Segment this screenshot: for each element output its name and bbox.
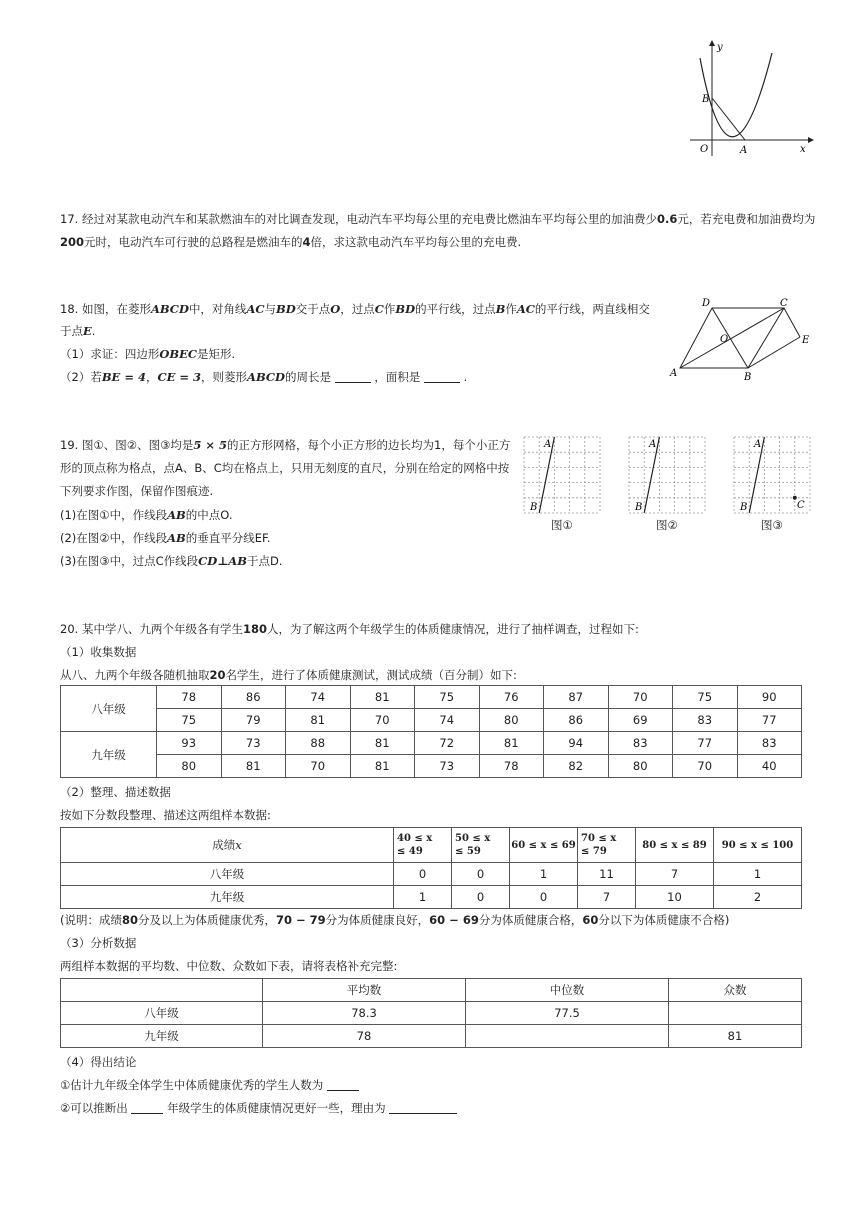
table-row [61, 863, 802, 886]
table-cell: 1 [510, 863, 578, 886]
q20-s3-label: （3）分析数据 [60, 936, 137, 950]
table-cell: 78 [157, 686, 222, 709]
label-x: x [800, 144, 806, 155]
q20-s2-text [60, 806, 271, 824]
header-40-49-b: ≤ 49 [397, 846, 423, 857]
q17-text-2: 元时，电动汽车可行驶的总路程是燃油车的 [84, 235, 303, 249]
label-o: O [700, 144, 709, 155]
grid-figure-3 [733, 436, 811, 514]
answer-blank-reason[interactable] [389, 1101, 457, 1114]
mode-grade9: 81 [669, 1025, 802, 1048]
parabola-graph [690, 38, 815, 158]
table-cell: 73 [415, 755, 480, 778]
grade9-cell: 九年级 [61, 1025, 263, 1048]
table-cell: 83 [673, 709, 738, 732]
q18-m3: BD [276, 302, 296, 316]
conclusion-2a: ②可以推断出 [60, 1101, 128, 1115]
table-cell: 2 [714, 886, 802, 909]
header-60-69: 60 ≤ x ≤ 69 [510, 828, 578, 863]
header-score-label: 成绩 [212, 838, 236, 852]
header-80-89: 80 ≤ x ≤ 89 [636, 828, 714, 863]
note-n7079: 70 − 79 [276, 913, 326, 927]
table-cell: 81 [221, 755, 286, 778]
table-cell: 10 [636, 886, 714, 909]
q20-s3-desc: 两组样本数据的平均数、中位数、众数如下表，请将表格补充完整: [60, 959, 398, 973]
q17-text-1b: 元，若充电费和加油费均为 [677, 212, 816, 226]
table-cell: 75 [157, 709, 222, 732]
q19-t2: 的正方形网格，每个小正方形的边长均为1，每个小正方 [227, 438, 511, 452]
q17-line1 [60, 210, 815, 228]
median-grade9-blank[interactable] [466, 1025, 669, 1048]
diagonal-bd [712, 308, 748, 368]
header-50-59 [452, 828, 510, 863]
q18-t7: 的平行线，过点 [415, 302, 496, 316]
grid-figure-1 [523, 436, 601, 514]
table-cell: 90 [737, 686, 802, 709]
table-cell: 75 [673, 686, 738, 709]
q18-p2-m3: ABCD [247, 370, 286, 384]
header-empty [61, 979, 263, 1002]
q19-line3 [60, 482, 213, 500]
q18-t10: 于点 [60, 324, 83, 338]
table-row [61, 1002, 802, 1025]
q18-p2-t6: . [463, 370, 468, 384]
q20-s3 [60, 934, 136, 952]
q18-p1-t2: 是矩形. [196, 347, 236, 361]
q18-p2-t3: ，则菱形 [201, 370, 248, 384]
q18-part2 [60, 368, 467, 386]
table-cell: 1 [714, 863, 802, 886]
median-grade8: 77.5 [466, 1002, 669, 1025]
table-cell: 73 [221, 732, 286, 755]
q20-t2: 人，为了解这两个年级学生的体质健康情况，进行了抽样调查，过程如下: [266, 622, 639, 636]
table-cell: 80 [157, 755, 222, 778]
q19-i3-t2: 于点D. [246, 554, 283, 568]
table-cell: 69 [608, 709, 673, 732]
fig-label-c: C [780, 298, 788, 309]
note-t3: 分为体质健康良好， [325, 913, 430, 927]
header-90-100: 90 ≤ x ≤ 100 [714, 828, 802, 863]
table-row [61, 1025, 802, 1048]
caption-fig3: 图③ [761, 518, 783, 532]
header-50-59-a: 50 ≤ x [455, 833, 491, 844]
table-cell: 40 [737, 755, 802, 778]
q19-line2 [60, 459, 509, 477]
q18-p2-t2: ， [145, 370, 158, 384]
grid1-label-b: B [530, 502, 538, 513]
table-cell: 81 [286, 709, 351, 732]
header-50-59-b: ≤ 59 [455, 846, 481, 857]
q18-t2: 中，对角线 [188, 302, 247, 316]
q19-t4: 下列要求作图，保留作图痕迹. [60, 484, 214, 498]
grid3-label-b: B [740, 502, 748, 513]
q20-n180: 180 [242, 622, 267, 636]
q20-line1 [60, 620, 639, 638]
table-cell: 77 [673, 732, 738, 755]
table-cell: 79 [221, 709, 286, 732]
q18-p2-t5: ，面积是 [374, 370, 421, 384]
label-a: A [740, 145, 748, 156]
answer-blank-area[interactable] [424, 370, 460, 383]
table-cell: 86 [221, 686, 286, 709]
table-cell: 83 [737, 732, 802, 755]
grid3-label-c: C [797, 500, 805, 511]
grade8-cell: 八年级 [61, 686, 157, 732]
q19-item3 [60, 552, 282, 570]
note-t1: (说明：成绩 [60, 913, 122, 927]
q18-p2-m1: BE = 4 [101, 370, 146, 384]
grade8-cell: 八年级 [61, 1002, 263, 1025]
table-cell: 94 [544, 732, 609, 755]
q20-s2 [60, 783, 171, 801]
note-t2: 分及以上为体质健康优秀， [138, 913, 277, 927]
table-cell: 74 [286, 686, 351, 709]
caption-fig2: 图② [656, 518, 678, 532]
grid1-label-a: A [544, 439, 552, 450]
header-mode: 众数 [669, 979, 802, 1002]
caption-fig1: 图① [551, 518, 573, 532]
q19-i2-m: AB [167, 531, 186, 545]
q19-i3-t1: (3)在图③中，过点C作线段 [60, 554, 199, 568]
header-70-79 [578, 828, 636, 863]
table-cell: 72 [415, 732, 480, 755]
q17-text-2b: 倍，求这款电动汽车平均每公里的充电费. [310, 235, 522, 249]
q18-p1-t1: （1）求证：四边形 [60, 347, 160, 361]
q20-s1t-b: 名学生，进行了体质健康测试，测试成绩（百分制）如下: [225, 668, 517, 682]
q18-t4: 交于点 [295, 302, 331, 316]
table-row [61, 686, 802, 709]
segment-be [748, 337, 800, 368]
q18-line2 [60, 322, 95, 340]
note-n6069: 60 − 69 [429, 913, 479, 927]
q18-m1: ABCD [150, 302, 189, 316]
conclusion-1: ①估计九年级全体学生中体质健康优秀的学生人数为 [60, 1078, 324, 1092]
q20-s1-text [60, 666, 517, 684]
q20-s1-label: （1）收集数据 [60, 645, 137, 659]
table-cell: 88 [286, 732, 351, 755]
table-cell: 1 [394, 886, 452, 909]
table-cell: 7 [636, 863, 714, 886]
fig-label-a: A [670, 368, 678, 379]
q20-c1 [60, 1076, 359, 1094]
header-mean: 平均数 [263, 979, 466, 1002]
mode-grade8-blank[interactable] [669, 1002, 802, 1025]
fig-label-d: D [702, 298, 711, 309]
q20-s4-label: （4）得出结论 [60, 1055, 137, 1069]
q18-m2: AC [246, 302, 265, 316]
q20-c2 [60, 1099, 457, 1117]
label-b: B [702, 94, 710, 105]
note-t5: 分以下为体质健康不合格) [598, 913, 730, 927]
table-cell: 7 [578, 886, 636, 909]
table-cell: 11 [578, 863, 636, 886]
mean-grade9: 78 [263, 1025, 466, 1048]
q18-p2-m2: CE = 3 [157, 370, 202, 384]
q18-p2-t4: 的周长是 [285, 370, 332, 384]
q17-num-4: 4 [302, 235, 311, 249]
q17-num-200: 200 [60, 235, 85, 249]
header-score-x: x [235, 838, 242, 852]
q17-text-1: 17. 经过对某款电动汽车和某款燃油车的对比调查发现，电动汽车平均每公里的充电费比燃油车平均每公里的加油费少 [60, 212, 657, 226]
parabola-curve [700, 53, 772, 137]
table-cell: 86 [544, 709, 609, 732]
y-axis-arrow [709, 40, 715, 46]
table-cell: 82 [544, 755, 609, 778]
q18-t9: 的平行线，两直线相交 [534, 302, 650, 316]
table-cell: 77 [737, 709, 802, 732]
table-cell: 70 [286, 755, 351, 778]
q18-p2-t1: （2）若 [60, 370, 102, 384]
fig-label-b: B [744, 372, 752, 383]
header-70-79-a: 70 ≤ x [581, 833, 617, 844]
q20-s3-text [60, 957, 397, 975]
table-cell: 0 [510, 886, 578, 909]
q20-s2-label: （2）整理、描述数据 [60, 785, 171, 799]
table-row [61, 709, 802, 732]
table-cell: 70 [350, 709, 415, 732]
x-axis-arrow [808, 137, 814, 143]
q18-m6: BD [395, 302, 416, 316]
table-cell: 78 [479, 755, 544, 778]
table-cell: 0 [394, 863, 452, 886]
q18-m5: C [374, 302, 384, 316]
header-40-49-a: 40 ≤ x [397, 833, 433, 844]
table-cell: 87 [544, 686, 609, 709]
q19-t1: 19. 图①、图②、图③均是 [60, 438, 194, 452]
q18-t11: . [91, 324, 96, 338]
table-cell: 70 [673, 755, 738, 778]
grid2-label-b: B [635, 502, 643, 513]
grade9-cell: 九年级 [61, 886, 394, 909]
q18-m7: B [495, 302, 506, 316]
q18-m9: E [83, 324, 92, 338]
q20-n20: 20 [209, 668, 226, 682]
table-cell: 70 [608, 686, 673, 709]
table-cell: 76 [479, 686, 544, 709]
q19-i2-t2: 的垂直平分线EF. [185, 531, 271, 545]
table-cell: 0 [452, 886, 510, 909]
q19-i3-m: CD⊥AB [198, 554, 247, 568]
table-cell: 81 [350, 732, 415, 755]
rhombus-figure [668, 296, 816, 384]
note-n80: 80 [122, 913, 139, 927]
q19-line1 [60, 436, 510, 454]
table-row [61, 886, 802, 909]
q17-num-06: 0.6 [656, 212, 678, 226]
q19-m1: 5 × 5 [193, 438, 228, 452]
table-cell: 0 [452, 863, 510, 886]
q18-t6: 作 [383, 302, 396, 316]
grade8-cell: 八年级 [61, 863, 394, 886]
q19-i2-t1: (2)在图②中，作线段 [60, 531, 168, 545]
table-row [61, 828, 802, 863]
q17-line2 [60, 233, 521, 251]
q18-m8: AC [516, 302, 535, 316]
table-row [61, 979, 802, 1002]
note-n60: 60 [582, 913, 599, 927]
q20-t1: 20. 某中学八、九两个年级各有学生 [60, 622, 243, 636]
note-t4: 分为体质健康合格， [478, 913, 583, 927]
statistics-table [60, 978, 802, 1048]
q20-s2-desc: 按如下分数段整理、描述这两组样本数据: [60, 808, 271, 822]
table-row [61, 732, 802, 755]
q18-line1 [60, 300, 650, 318]
raw-scores-table [60, 685, 802, 778]
label-y: y [717, 42, 723, 53]
answer-blank-excellent-count[interactable] [327, 1078, 359, 1091]
q20-note [60, 911, 729, 929]
answer-blank-perimeter[interactable] [335, 370, 371, 383]
table-cell: 75 [415, 686, 480, 709]
conclusion-2b: 年级学生的体质健康情况更好一些，理由为 [167, 1101, 386, 1115]
fig-label-e: E [802, 335, 810, 346]
q20-s4 [60, 1053, 136, 1071]
grid2-label-a: A [649, 439, 657, 450]
header-40-49 [394, 828, 452, 863]
grid3-label-a: A [754, 439, 762, 450]
grid-figure-2 [628, 436, 706, 514]
q19-i1-m: AB [167, 508, 186, 522]
fig-label-o: O [720, 334, 729, 345]
q20-s1t-a: 从八、九两个年级各随机抽取 [60, 668, 210, 682]
q19-t3: 形的顶点称为格点，点A、B、C均在格点上，只用无刻度的直尺，分别在给定的网格中按 [60, 461, 510, 475]
q19-i1-t2: 的中点O. [185, 508, 233, 522]
table-cell: 80 [479, 709, 544, 732]
q19-item1 [60, 506, 233, 524]
q20-s1 [60, 643, 136, 661]
table-cell: 83 [608, 732, 673, 755]
q18-t1: 18. 如图，在菱形 [60, 302, 151, 316]
table-cell: 80 [608, 755, 673, 778]
table-cell: 93 [157, 732, 222, 755]
table-cell: 74 [415, 709, 480, 732]
header-median: 中位数 [466, 979, 669, 1002]
q18-m4: O [330, 302, 341, 316]
header-score [61, 828, 394, 863]
segment-ce [784, 308, 800, 337]
segment-ab [712, 98, 745, 140]
frequency-table [60, 827, 802, 909]
mean-grade8: 78.3 [263, 1002, 466, 1025]
table-cell: 81 [479, 732, 544, 755]
q18-t3: 与 [264, 302, 277, 316]
q18-p1-m1: OBEC [159, 347, 197, 361]
table-cell: 81 [350, 686, 415, 709]
table-row [61, 755, 802, 778]
q18-t8: 作 [505, 302, 517, 316]
q19-i1-t1: (1)在图①中，作线段 [60, 508, 168, 522]
answer-blank-grade[interactable] [131, 1101, 163, 1114]
header-70-79-b: ≤ 79 [581, 846, 607, 857]
table-cell: 81 [350, 755, 415, 778]
q18-t5: ，过点 [340, 302, 375, 316]
q18-part1 [60, 345, 235, 363]
grade9-cell: 九年级 [61, 732, 157, 778]
q19-item2 [60, 529, 270, 547]
